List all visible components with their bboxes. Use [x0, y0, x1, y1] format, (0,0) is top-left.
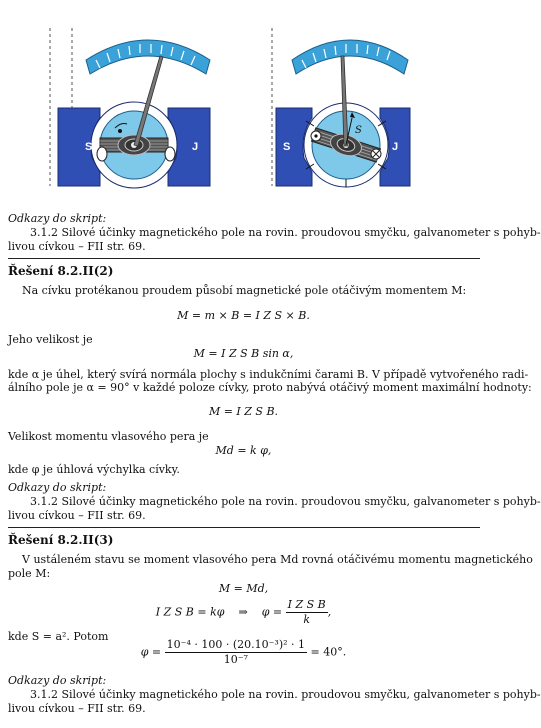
ref-line-1a: 3.1.2 Silové účinky magnetického pole na rovin. proudovou smyčku, galvanometer s pohyb- — [30, 226, 541, 239]
galvanometer-figure — [0, 0, 487, 195]
solution-3-p2: kde S = a². Potom — [8, 630, 109, 643]
fraction-numerator: I Z S B — [287, 598, 326, 611]
implies-symbol: ⇒ — [238, 605, 248, 619]
solution-2-eq2: M = I Z S B sin α, — [193, 347, 294, 360]
solution-2-p3b: álního pole je α = 90° v každé poloze cívky, proto nabývá otáčivý moment maximální hodnoty: — [8, 381, 532, 394]
solution-3-eq3-phi: φ = — [140, 645, 162, 659]
section-divider-2 — [8, 527, 480, 528]
fraction-denominator: 10⁻⁷ — [223, 653, 248, 666]
solution-3-eq2-left: I Z S B = kφ — [155, 605, 225, 619]
solution-3-eq2-phi: φ = — [261, 605, 283, 619]
ref-line-3b: livou cívkou – FII str. 69. — [8, 702, 146, 715]
ref-line-3a: 3.1.2 Silové účinky magnetického pole na rovin. proudovou smyčku, galvanometer s pohyb- — [30, 688, 541, 701]
ref-line-2a: 3.1.2 Silové účinky magnetického pole na rovin. proudovou smyčku, galvanometer s pohyb- — [30, 495, 541, 508]
solution-2-p3a: kde α je úhel, který svírá normála plochy s indukčními čarami B. V případě vytvořeného radi- — [8, 368, 529, 381]
solution-2-title: Řešení 8.2.II(2) — [8, 264, 114, 278]
galvanometer-left — [58, 40, 210, 188]
pole-label-right-2: J — [392, 141, 399, 153]
galvanometer-right — [276, 40, 410, 187]
solution-2-p5: kde φ je úhlová výchylka cívky. — [8, 463, 180, 476]
pole-label-right: J — [192, 141, 199, 153]
pole-label-left: S — [85, 141, 93, 153]
fraction-denominator: k — [303, 613, 310, 626]
solution-2-eq1: M = m × B = I Z S × B. — [177, 309, 310, 322]
solution-3-eq3 — [0, 638, 487, 667]
solution-3-title: Řešení 8.2.II(3) — [8, 533, 114, 547]
solution-3-eq1: M = Md, — [218, 582, 269, 595]
ref-line-1b: livou cívkou – FII str. 69. — [8, 240, 146, 253]
ref-heading-1: Odkazy do skript: — [8, 212, 107, 225]
ref-line-2b: livou cívkou – FII str. 69. — [8, 509, 146, 522]
pole-label-left-2: S — [283, 141, 291, 153]
solution-3-eq2-end: , — [327, 605, 332, 619]
solution-3-eq2 — [0, 598, 487, 627]
solution-3-eq3-end: = 40°. — [310, 645, 347, 659]
solution-2-eq4: Md = k φ, — [215, 444, 272, 457]
section-divider-1 — [8, 258, 480, 259]
ref-heading-3: Odkazy do skript: — [8, 674, 107, 687]
solution-2-eq3: M = I Z S B. — [208, 405, 279, 418]
solution-2-p4: Velikost momentu vlasového pera je — [8, 430, 209, 443]
normal-vector-label: S — [355, 125, 362, 136]
solution-3-p1b: pole M: — [8, 567, 51, 580]
solution-3-eq3-fraction — [165, 638, 307, 667]
solution-3-p1a: V ustáleném stavu se moment vlasového pera Md rovná otáčivému momentu magnetického — [22, 553, 533, 566]
solution-2-p1: Na cívku protékanou proudem působí magnetické pole otáčivým momentem M: — [22, 284, 467, 297]
solution-3-eq2-fraction — [286, 598, 328, 627]
solution-2-p2: Jeho velikost je — [8, 333, 93, 346]
fraction-numerator: 10⁻⁴ · 100 · (20.10⁻³)² · 1 — [166, 638, 306, 651]
ref-heading-2: Odkazy do skript: — [8, 481, 107, 494]
